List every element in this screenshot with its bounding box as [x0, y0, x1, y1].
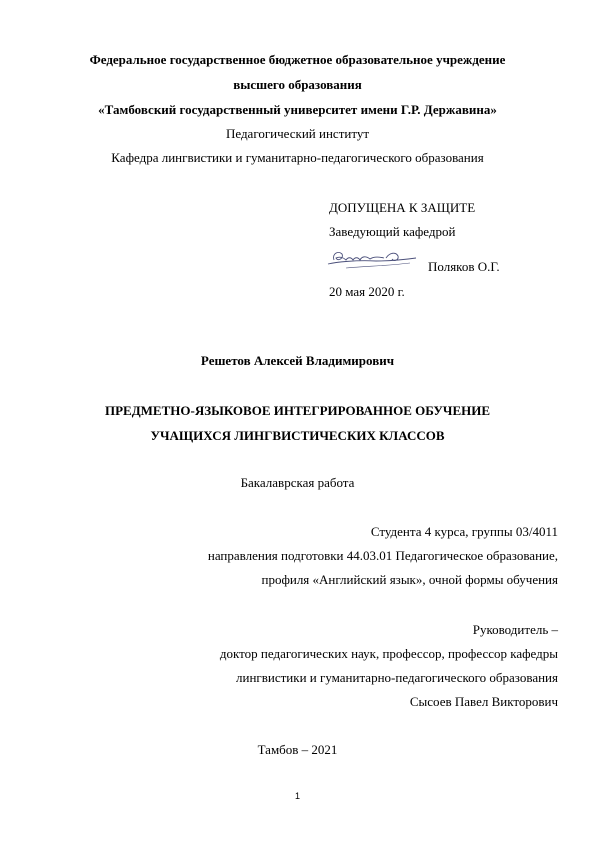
- supervisor-line-2: лингвистики и гуманитарно-педагогического образования: [236, 670, 558, 685]
- student-line-2: направления подготовки 44.03.01 Педагогическое образование,: [207, 548, 558, 563]
- header-line-2: высшего образования: [233, 77, 362, 92]
- signature-image: [326, 246, 418, 272]
- supervisor-name: Сысоев Павел Викторович: [409, 694, 558, 709]
- thesis-title-line-1: ПРЕДМЕТНО-ЯЗЫКОВОЕ ИНТЕГРИРОВАННОЕ ОБУЧЕНИЕ: [104, 403, 491, 418]
- supervisor-label: Руководитель –: [472, 622, 558, 637]
- work-type: Бакалаврская работа: [240, 475, 355, 490]
- thesis-title-line-2: УЧАЩИХСЯ ЛИНГВИСТИЧЕСКИХ КЛАССОВ: [150, 428, 445, 443]
- author-name: Решетов Алексей Владимирович: [200, 353, 395, 368]
- approval-date: 20 мая 2020 г.: [329, 284, 405, 299]
- student-line-1: Студента 4 курса, группы 03/4011: [370, 524, 558, 539]
- header-institute: Педагогический институт: [225, 126, 370, 141]
- header-university: «Тамбовский государственный университет имени Г.Р. Державина»: [98, 102, 497, 117]
- student-line-3: профиля «Английский язык», очной формы обучения: [261, 572, 558, 587]
- approval-role: Заведующий кафедрой: [329, 224, 456, 239]
- approval-status: ДОПУЩЕНА К ЗАЩИТЕ: [329, 200, 476, 215]
- place-year: Тамбов – 2021: [257, 742, 338, 757]
- header-department: Кафедра лингвистики и гуманитарно-педагогического образования: [111, 150, 484, 165]
- approval-head-name: Поляков О.Г.: [428, 259, 500, 274]
- header-line-1: Федеральное государственное бюджетное образовательное учреждение: [89, 52, 506, 67]
- page-number: 1: [294, 791, 300, 801]
- supervisor-line-1: доктор педагогических наук, профессор, профессор кафедры: [219, 646, 558, 661]
